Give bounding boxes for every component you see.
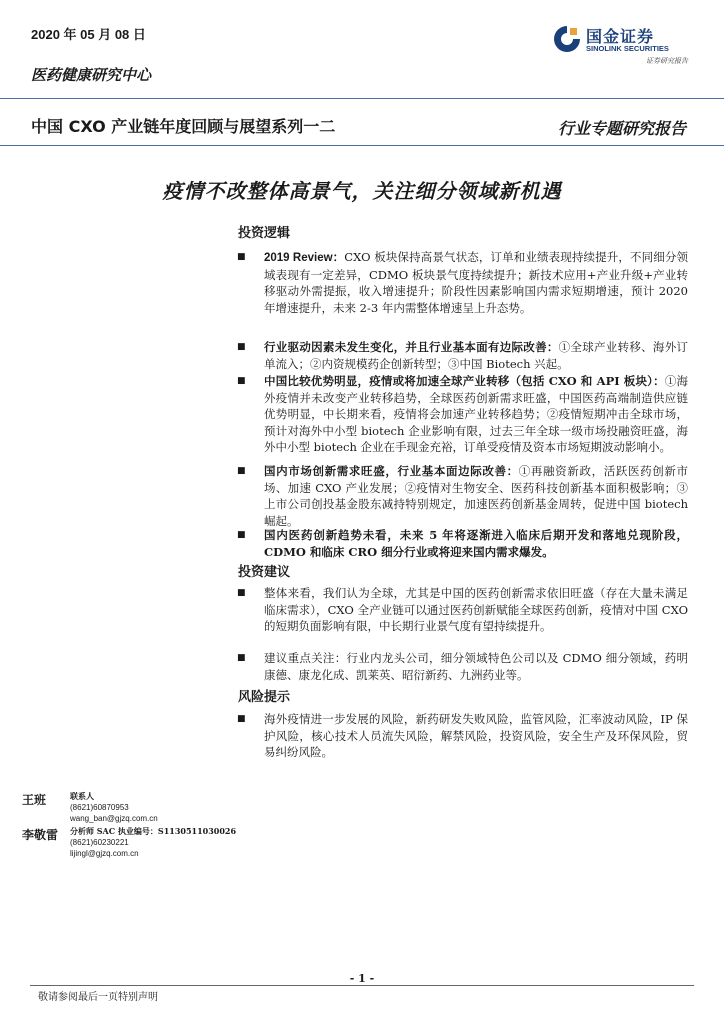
logo-english-name: SINOLINK SECURITIES	[586, 44, 669, 53]
research-center: 医药健康研究中心	[31, 66, 152, 84]
analyst-name: 王班	[22, 793, 47, 807]
advice-item: ■ 整体来看，我们认为全球，尤其是中国的医药创新需求依旧旺盛（存在大量未满足临床需求），CXO 全产业链可以通过医药创新赋能全球医药创新，疫情对中国 CXO 的短期负面影响有限，中长期行业景气度有望持续提升。	[237, 586, 688, 633]
bullet-icon: ■	[237, 714, 246, 724]
section-title-advice: 投资建议	[238, 565, 291, 580]
bullet-icon: ■	[237, 653, 246, 663]
logic-item: ■ 国内市场创新需求旺盛，行业基本面边际改善：①再融资新政，活跃医药创新市场、加速 CXO 产业发展；②疫情对生物安全、医药科技创新基本面积极影响；③上市公司创投基金股东减持特别规定，加速医药创新基金周转，促进中国 biotech 崛起。	[237, 464, 689, 528]
bullet-icon: ■	[237, 530, 246, 540]
report-headline: 疫情不改整体高景气，关注细分领域新机遇	[162, 179, 562, 203]
advice-item: ■ 建议重点关注：行业内龙头公司，细分领域特色公司以及 CDMO 细分领域，药明康德、康龙化成、凯莱英、昭衍新药、九洲药业等。	[237, 651, 688, 682]
title-divider	[0, 145, 724, 146]
footer-divider	[30, 985, 694, 986]
risk-item: ■ 海外疫情进一步发展的风险，新药研发失败风险，监管风险，汇率波动风险，IP 保护风险，核心技术人员流失风险，解禁风险，投资风险，安全生产及环保风险，贸易纠纷风险。	[237, 712, 688, 759]
bullet-icon: ■	[237, 588, 246, 598]
report-date: 2020 年 05 月 08 日	[31, 27, 146, 42]
section-title-risk: 风险提示	[238, 690, 291, 705]
bullet-icon: ■	[237, 466, 246, 476]
header-divider	[0, 98, 724, 99]
bullet-icon: ■	[237, 252, 246, 262]
analyst-contact: 分析师 SAC 执业编号：S1130511030026 (8621)60230221 lijingl@gjzq.com.cn	[70, 826, 237, 858]
logo-subtitle: 证券研究报告	[646, 57, 688, 65]
logic-item: ■ 中国比较优势明显，疫情或将加速全球产业转移（包括 CXO 和 API 板块）：①海外疫情并未改变产业转移趋势，全球医药创新需求旺盛，中国医药高端制造供应链优势明显，中长期来看，疫情将会加速产业转移趋势；②疫情短期冲击全球市场，预计对海外中小型 biotech 企业影响有限，过去三年全球一级市场投融资旺盛，海外中小型 biotech 企业在手现金充裕，订单受疫情及资本市场短期波动影响小。	[237, 374, 689, 454]
section-title-logic: 投资逻辑	[238, 226, 291, 241]
analyst-name: 李敬雷	[22, 828, 59, 842]
logo-chinese-name: 国金证券	[586, 27, 655, 46]
logic-item: ■ 2019 Review：CXO 板块保持高景气状态，订单和业绩表现持续提升，不同细分领域表现有一定差异，CDMO 板块景气度持续提升；新技术应用+产业升级+产业转移驱动外需提振，收入增速提升；阶段性因素影响国内需求短期增速，预计 2020 年增速提升，未来 2-3 年内需整体增速呈上升态势。	[237, 250, 688, 315]
series-title: 中国 CXO 产业链年度回顾与展望系列一二	[31, 117, 336, 136]
logic-item: ■ 行业驱动因素未发生变化，并且行业基本面有边际改善：①全球产业转移、海外订单流入；②内资规模药企创新转型；③中国 Biotech 兴起。	[237, 340, 688, 371]
bullet-icon: ■	[237, 376, 246, 386]
sinolink-logo-icon	[552, 24, 582, 54]
bullet-icon: ■	[237, 342, 246, 352]
footer-disclaimer: 敬请参阅最后一页特别声明	[38, 992, 158, 1003]
page-number: - 1 -	[349, 972, 375, 985]
report-type: 行业专题研究报告	[557, 119, 686, 138]
analyst-contact: 联系人 (8621)60870953 wang_ban@gjzq.com.cn	[70, 791, 158, 823]
brand-logo	[552, 22, 692, 70]
logic-item: ■ 国内医药创新趋势未看，未来 5 年将逐渐进入临床后期开发和落地兑现阶段，CDMO 和临床 CRO 细分行业或将迎来国内需求爆发。	[237, 528, 688, 559]
